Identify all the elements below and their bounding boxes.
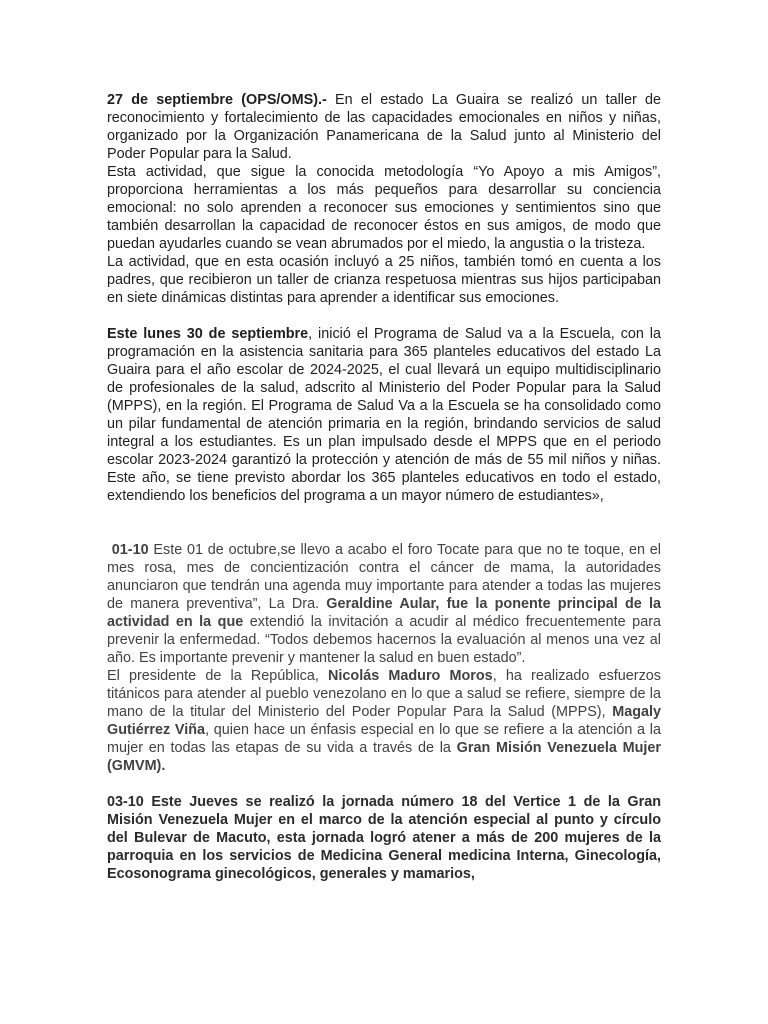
item3-p2-text-3: , quien hace un énfasis especial en lo que se refiere a la atención a la mujer en todas las etapas de su vida a través de la [107,722,662,756]
item3-p2-bold-1: Nicolás Maduro Moros [328,668,493,684]
document-body [107,91,661,883]
spacer [107,505,661,523]
item3-bold-1: Geraldine Aular, fue la ponente principal de la actividad en la que [107,596,662,630]
item-30-septiembre [107,325,661,505]
item3-paragraph-1 [107,541,661,667]
item-27-septiembre [107,91,661,307]
item2-lead: Este lunes 30 de septiembre [107,326,309,342]
item1-paragraph-1 [107,91,661,163]
item3-paragraph-2 [107,667,661,775]
spacer [107,523,661,541]
item1-paragraph-2: Esta actividad, que sigue la conocida metodología “Yo Apoyo a mis Amigos”, proporciona herramientas a los más pequeños para desarrollar su conciencia emocional: no solo aprenden a reconocer sus emociones y sentimientos sino que también desarrollan la capacidad de reconocer éstos en sus amigos, de modo que puedan ayudarles cuando se vean abrumados por el miedo, la angustia o la tristeza. [107,164,661,252]
item3-text-2: extendió la invitación a acudir al médico frecuentemente para prevenir la enfermedad. “Todos debemos hacernos la evaluación al menos una vez al año. Es importante prevenir y mantener la salud en buen estado”. [107,614,661,666]
item-03-octubre [107,793,661,883]
item4-text: 03-10 Este Jueves se realizó la jornada número 18 del Vertice 1 de la Gran Misión Venezuela Mujer en el marco de la atención especial al punto y círculo del Bulevar de Macuto, esta jornada logró atener a más de 200 mujeres de la parroquia en los servicios de Medicina General medicina Interna, Ginecología, Ecosonograma ginecológicos, generales y mamarios, [107,794,661,882]
item3-text-1: Este 01 de octubre,se llevo a acabo el foro Tocate para que no te toque, en el mes rosa, mes de concientización contra el cáncer de mama, la autoridades anunciaron que tendrán una agenda muy importante para atender a todas las mujeres de manera preventiva”, La Dra. [107,542,661,612]
item3-p2-bold-2: Magaly Gutiérrez Viña [107,704,661,738]
item2-text: , inició el Programa de Salud va a la Escuela, con la programación en la asistencia sanitaria para 365 planteles educativos del estado La Guaira para el año escolar de 2024-2025, el cual llevará un equipo multidisciplinario de profesionales de la salud, adscrito al Ministerio del Poder Popular para la Salud (MPPS), en la región. El Programa de Salud Va a la Escuela se ha consolidado como un pilar fundamental de atención primaria en la región, brindando servicios de salud integral a los estudiantes. Es un plan impulsado desde el MPPS que en el periodo escolar 2023-2024 garantizó la protección y atención de más de 55 mil niños y niñas. Este año, se tiene previsto abordar los 365 planteles educativos en todo el estado, extendiendo los beneficios del programa a un mayor número de estudiantes», [107,326,662,504]
item3-p2-text-2: , ha realizado esfuerzos titánicos para atender al pueblo venezolano en lo que a salud se refiere, siempre de la mano de la titular del Ministerio del Poder Popular Para la Salud (MPPS), [107,668,661,720]
item-01-octubre [107,541,661,775]
spacer [107,307,661,325]
item1-text-1: En el estado La Guaira se realizó un taller de reconocimiento y fortalecimiento de las capacidades emocionales en niños y niñas, organizado por la Organización Panamericana de la Salud junto al Ministerio del Poder Popular para la Salud. [107,92,661,162]
item1-paragraph-3: La actividad, que en esta ocasión incluyó a 25 niños, también tomó en cuenta a los padres, que recibieron un taller de crianza respetuosa mientras sus hijos participaban en siete dinámicas distintas para aprender a identificar sus emociones. [107,254,661,306]
spacer [107,775,661,793]
item3-p2-text-1: El presidente de la República, [107,668,329,684]
item3-p2-bold-3: Gran Misión Venezuela Mujer (GMVM). [107,740,661,774]
item3-lead: 01-10 [111,542,149,558]
item1-lead: 27 de septiembre (OPS/OMS).- [107,92,327,108]
